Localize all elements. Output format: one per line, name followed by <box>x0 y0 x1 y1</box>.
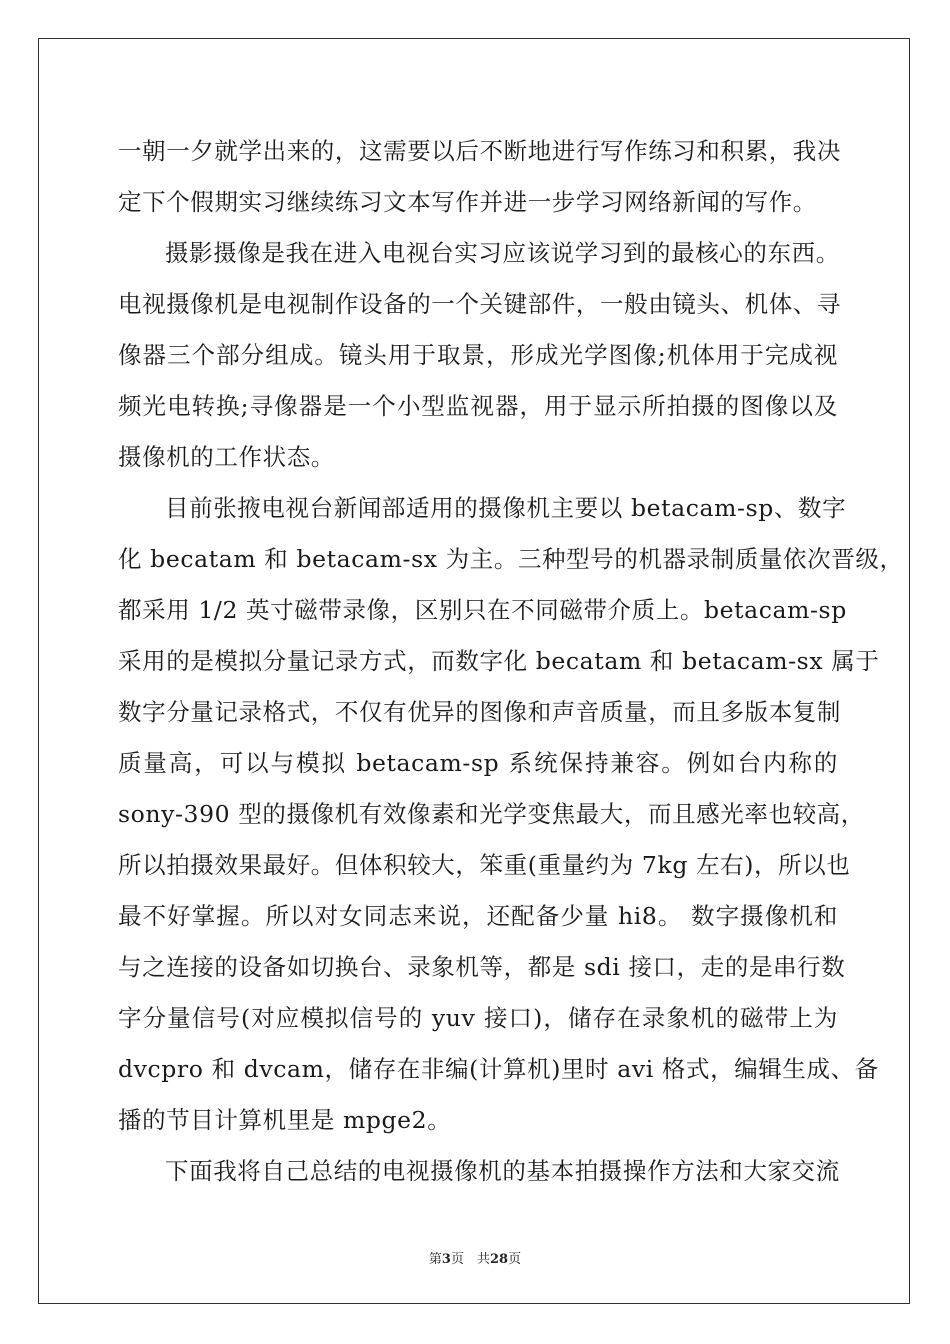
text-line: 像器三个部分组成。镜头用于取景，形成光学图像;机体用于完成视 <box>118 341 838 369</box>
document-body <box>118 126 904 1197</box>
text-line: 质量高，可以与模拟 betacam-sp 系统保持兼容。例如台内称的 <box>118 749 838 777</box>
text-line: 定下个假期实习继续练习文本写作并进一步学习网络新闻的写作。 <box>118 188 817 216</box>
footer-middle: 页 共 <box>450 1252 490 1267</box>
text-line: 化 becatam 和 betacam-sx 为主。三种型号的机器录制质量依次晋级， <box>118 545 904 573</box>
footer-suffix: 页 <box>508 1252 522 1267</box>
footer-page-number: 3 <box>441 1252 451 1267</box>
text-line: 数字分量记录格式，不仅有优异的图像和声音质量，而且多版本复制 <box>118 698 841 726</box>
text-line: 摄影摄像是我在进入电视台实习应该说学习到的最核心的东西。 <box>165 239 840 267</box>
paragraph <box>118 1146 838 1197</box>
paragraph <box>118 126 841 228</box>
text-line: 频光电转换;寻像器是一个小型监视器，用于显示所拍摄的图像以及 <box>118 392 838 420</box>
text-line: dvcpro 和 dvcam，储存在非编(计算机)里时 avi 格式，编辑生成、备 <box>118 1055 879 1083</box>
footer-prefix: 第 <box>428 1252 442 1267</box>
text-line: 一朝一夕就学出来的，这需要以后不断地进行写作练习和积累，我决 <box>118 137 841 165</box>
text-line: 所以拍摄效果最好。但体积较大，笨重(重量约为 7kg 左右)，所以也 <box>118 851 851 879</box>
text-line: 字分量信号(对应模拟信号的 yuv 接口)，储存在录象机的磁带上为 <box>118 1004 838 1032</box>
text-line: 目前张掖电视台新闻部适用的摄像机主要以 betacam-sp、数字 <box>165 494 847 522</box>
page-footer <box>0 1248 950 1267</box>
text-line: 摄像机的工作状态。 <box>118 443 335 471</box>
paragraph <box>118 483 904 1146</box>
text-line: 播的节目计算机里是 mpge2。 <box>118 1106 452 1134</box>
text-line: 最不好掌握。所以对女同志来说，还配备少量 hi8。 数字摄像机和 <box>118 902 838 930</box>
paragraph <box>118 228 841 483</box>
text-line: 电视摄像机是电视制作设备的一个关键部件，一般由镜头、机体、寻 <box>118 290 841 318</box>
text-line: sony-390 型的摄像机有效像素和光学变焦最大，而且感光率也较高， <box>118 800 865 828</box>
text-line: 采用的是模拟分量记录方式，而数字化 becatam 和 betacam-sx 属于 <box>118 647 880 675</box>
footer-total-pages: 28 <box>489 1252 509 1267</box>
text-line: 都采用 1/2 英寸磁带录像，区别只在不同磁带介质上。betacam-sp <box>118 596 847 624</box>
text-line: 与之连接的设备如切换台、录象机等，都是 sdi 接口，走的是串行数 <box>118 953 846 981</box>
text-line: 下面我将自己总结的电视摄像机的基本拍摄操作方法和大家交流 <box>165 1157 840 1185</box>
